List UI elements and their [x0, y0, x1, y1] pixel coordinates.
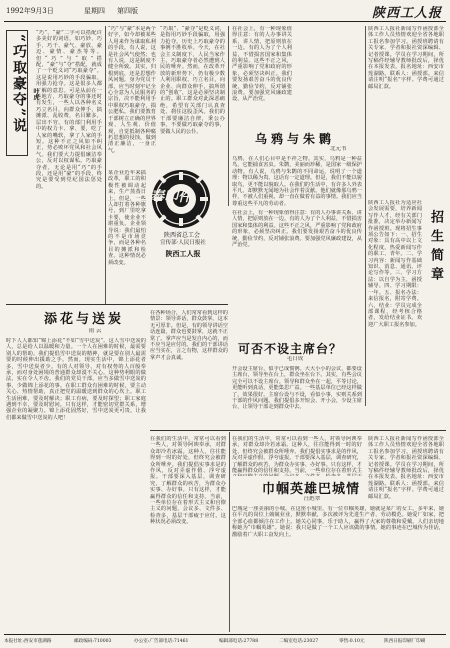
- divider: [229, 432, 230, 632]
- seal-caption-3: 陕西工人报: [165, 249, 201, 258]
- heroine-article-title: 巾帼英雄巴城情: [262, 482, 361, 497]
- seal-caption-1: 陕西省总工会: [163, 232, 200, 239]
- divider: [365, 26, 366, 406]
- flowers-article-title: 添花与送炭: [44, 312, 125, 327]
- divider: [105, 26, 106, 304]
- mid-block-body: 某企业近年来搞改革，职工的积极性被调动起来，生产蒸蒸日上。但是，一些人却打着各种旗号，到厂里吃拿卡要，使企业不堪重负。企业领导说：我们最怕的不是市场竞争，而是各种名目的摊派和检查。这种情况必须改变。: [108, 170, 146, 266]
- bottom-center-body: 在我们的生活中，常常可以看到一些人，对领导阿谀奉承，对群众却冷若冰霜。这种人，往往能得到一时的好处，但终究会被群众所唾弃。我们提倡实事求是的作风，反对弄虚作假、浮夸虚报。干部要深入基层，调查研究，了解群众的疾苦，为群众办实事、办好事。只有这样，才能赢得群众的信任和支持。当前，一些单位存在着形式主义和官僚主义的问题，会议多、文件多、检查多，基层干部疲于应付。这种状况必须改变。: [150, 436, 226, 526]
- newspaper-name: 陕西工人报: [371, 6, 442, 21]
- divider: [228, 26, 229, 206]
- footer-second-phone: 二编室电话:23027: [279, 639, 319, 644]
- seal-top-text: 奉印件: [150, 189, 192, 205]
- seat-article-title: 可否不设主席台？: [238, 342, 343, 356]
- footer-printer: 陕西日报印刷厂印刷: [384, 639, 426, 644]
- footer-office-phone: 办公室:广告部电话:71461: [134, 639, 189, 644]
- mid-top-body: “巧取”、“豪夺”是贬义词，是指用巧妙手段骗取，用强力抢夺。历史上巧取豪夺的事例不胜枚举。今天，在社会主义制度下，人民当家作主，巧取豪夺者必然遭到人民的唾弃。然而，在改革开放的新形势下，仍有极少数人利用职权、巧立名目，向企业、向群众伸手，搞所谓的“创收”，这是必须坚决制止的。职工群众对此深恶痛绝，希望有关部门认真查处，刹住这股歪风。我们的干部要廉洁自律，秉公办事，不要做巧取豪夺的事，要做人民的公仆。: [160, 26, 225, 135]
- crow-article-body: 乌鸦，在人们心目中是不祥之物。其实，乌鸦是一种益鸟，它能捕食害虫。朱鹮，美丽而珍稀，是国家一级保护动物。有人说，乌鸦与朱鹮的不同命运，说明了一个道理：物以稀为贵。这话有一定道理。但是，我们不能以貌取鸟，更不能以貌取人。在我们的生活中，有许多人外表平凡，却默默无闻地为社会作着贡献。他们就像那乌鸦一样，不被人们重视，却一直在做着有益的事情。我们应当尊重这些平凡的劳动者。: [232, 156, 362, 206]
- enrollment-body: 陕西工人报社为适应社会发展需要，培养新闻写作人才，经有关部门批准，决定举办新闻写作函授班。现将招生事项公告如下：一、招生对象：具有高中以上文化程度，热爱新闻写作的职工、青年。二、学习内容：新闻写作基础知识、消息、通讯、评论写作等。三、学习方法：以自学为主，函授辅导。四、学习期限：一年。五、报名办法：来信报名，附寄学费。六、结业：学员完成全部课程，经考核合格者，发给结业证书。欢迎广大职工报名参加。: [368, 200, 422, 328]
- page-footer: [4, 634, 446, 646]
- flowers-article-body: 时下人人都知“锦上添花”不如“雪中送炭”。这人雪中送炭的人，总是给人以温暖和力量。一个人在困难的时候，最需要别人的帮助。我们提倡雪中送炭的精神，就是要在别人最需要的时候伸出援助之手。然而，现实生活中，锦上添花者多，雪中送炭者少。有的人对领导、对有权势的人百般奉承，而对身处困境的普通群众却漠不关心。这种势利眼的做法，实在令人不齿。我们的党员干部，应当多做雪中送炭的事，少做锦上添花的事。在职工群众有困难的时候，要主动关心、热情帮助，真正把党的温暖送到群众的心坎上。职工生活困难，要及时解决；职工有病，要及时探望；职工家庭遇到不幸，要及时慰问。只有这样，才能密切党群关系，增强企业的凝聚力。锦上添花固然好，雪中送炭更可贵。让我们都来做雪中送炭的人吧！: [6, 338, 146, 421]
- seat-intro-body: 在社会上，有一种现象值得注意：有的人办事讲关系、讲人情，把原则放在一边。有的人为了个人利益，不惜损害国家和集体的利益。这些不正之风，严重影响了党和政府的形象，必须坚决纠正。我们要发扬艰苦奋斗的优良传统，勤俭节约，反对铺张浪费。要加强党风廉政建设，从严治党。: [232, 210, 362, 249]
- footer-address: 本报社址:西安市莲湖路: [4, 639, 52, 644]
- footer-price: 零售:0.10元: [339, 639, 365, 644]
- seat-article-body: 开会设主席台，似乎已成惯例。大大小小的会议，都要设主席台，领导坐在台上，群众坐在台下。其实，有些会议完全可以不设主席台。领导和群众坐在一起，平等讨论，更能听到真话，更能集思广益。一些基层单位已经这样做了，效果很好。主席台设与不设，看似小事，实则关系到干部的作风问题。我们提倡多开短会、开小会，少设主席台，让领导干部走到群众中去。: [232, 366, 362, 411]
- issue-weekday: 星期四: [84, 7, 105, 15]
- heroine-article-body: 巴城是一座美丽的小城。在这座小城里，有一位巾帼英雄，她就是某厂的女工。多年来，她在平凡的岗位上兢兢业业，默默奉献，多次被评为先进生产者、劳动模范。她爱厂如家，把全部心血都倾注在工作上。她关心同事，乐于助人，赢得了大家的尊敬和爱戴。人们亲切地称她为“巾帼英雄”。她说：我只是做了一个工人应该做的事情。她的事迹在巴城传为佳话，激励着广大职工奋发向上。: [232, 506, 444, 538]
- page-header: [4, 2, 446, 22]
- seat-article-author: 毛日成: [286, 356, 304, 362]
- flowers-article-author: 雨 云: [88, 328, 102, 334]
- left-column-body-2: “巧”与“豪”本是两个好字，如今却被某些人用来作为谋取私利的手段。有人说，这是社会风气使然；也有人说，这是制度不健全所致。其实，归根到底，还是思想作风问题。身为党员干部，应当时刻牢记全心全意为人民服务的宗旨，决不能利用手中职权巧取豪夺，损公肥私。我们要教育干部树立正确的世界观、人生观、价值观，自觉抵制各种腐朽思想的侵蚀，做到清正廉洁，一身正气。: [108, 26, 156, 154]
- page-number: 第四版: [117, 7, 138, 15]
- left-column-body: “巧”、“豪”二字可以搭配许多美好的词语，如巧妙、巧手、巧干、豪气、豪放、豪迈、豪情、豪杰等等。但“巧”与“取”搭配，“豪”与“夺”搭配，就成了一个贬义词“巧取豪夺”。这是说用巧妙的手段骗取、用强力抢夺。这是很多人都了解的意思。可是从前在一些地方，巧取豪夺的事还时有发生，一些人以各种名义巧立名目，向群众伸手，搞摊派、乱收费，名目繁多，层出不穷。有的部门利用手中的权力卡、拿、要，吃了人家的嘴软，拿了人家的手短。这种不正之风如不纠正，势必败坏党风和社会风气。我们要大力提倡廉洁奉公，反对以权谋私。巧取豪夺者，无论是用“巧”的手段，还是用“豪”的手段，终究是要受到党纪国法惩处的。: [36, 30, 102, 190]
- seal-caption-2: 宣传部·人民日报社: [160, 240, 206, 246]
- left-column-title: “巧取豪夺”说: [11, 34, 27, 135]
- section-rule: [150, 430, 446, 431]
- right-top-body: 陕西工人报社新闻写作函授部全体工作人员热情欢迎全省各地职工报名参加学习。函授班聘请有关专家、学者和报社资深编辑、记者授课。学员在学习期间，所写稿件经辅导教师批改后，择优在本报发表。报名地址：西安市莲湖路。联系人：函授部。来信请注明“报名”字样。学费可通过邮局汇款。: [368, 26, 444, 90]
- footer-editorial-phone: 编辑部电话:27788: [219, 639, 259, 644]
- left-column-author: 叶虎: [32, 88, 39, 100]
- crow-article-title: 乌鸦与朱鹮: [255, 132, 336, 146]
- section-rule: [6, 304, 228, 305]
- issue-date: 1992年9月3日: [6, 7, 54, 15]
- right-lower-body: 陕西工人报社新闻写作函授部全体工作人员热情欢迎全省各地职工报名参加学习。函授班聘请有关专家、学者和报社资深编辑、记者授课。学员在学习期间，所写稿件经辅导教师批改后，择优在本报发表。报名地址：西安市莲湖路。联系人：函授部。来信请注明“报名”字样。学费可通过邮局汇款。: [368, 436, 444, 500]
- footer-postcode: 邮政编码:710003: [74, 639, 112, 644]
- heroine-article-author: 汪彪翠: [303, 496, 321, 502]
- top-right-body: 在社会上，有一种现象值得注意：有的人办事讲关系、讲人情，把原则放在一边。有的人为了个人利益，不惜损害国家和集体的利益。这些不正之风，严重影响了党和政府的形象，必须坚决纠正。我们要发扬艰苦奋斗的优良传统，勤俭节约，反对铺张浪费。要加强党风廉政建设，从严治党。: [232, 26, 292, 103]
- heroine-intro-body: 在我们的生活中，常常可以看到一些人，对领导阿谀奉承，对群众却冷若冰霜。这种人，往往能得到一时的好处，但终究会被群众所唾弃。我们提倡实事求是的作风，反对弄虚作假、浮夸虚报。干部要深入基层，调查研究，了解群众的疾苦，为群众办实事、办好事。只有这样，才能赢得群众的信任和支持。当前，一些单位存在着形式主: [232, 436, 362, 475]
- center-block-body: 在各种场合，人们常常看到这样的情景：领导讲话，群众鼓掌。这本无可厚非。但是，有的领导讲话空话连篇，群众也要鼓掌，这就不正常了。掌声应当是发自内心的，而不应当是应付的。我们的干部讲话应当实在，言之有物，这样群众的掌声才会真诚。: [150, 310, 228, 361]
- crow-article-author: 北元书: [330, 146, 347, 152]
- enrollment-title: 招生简章: [428, 210, 443, 286]
